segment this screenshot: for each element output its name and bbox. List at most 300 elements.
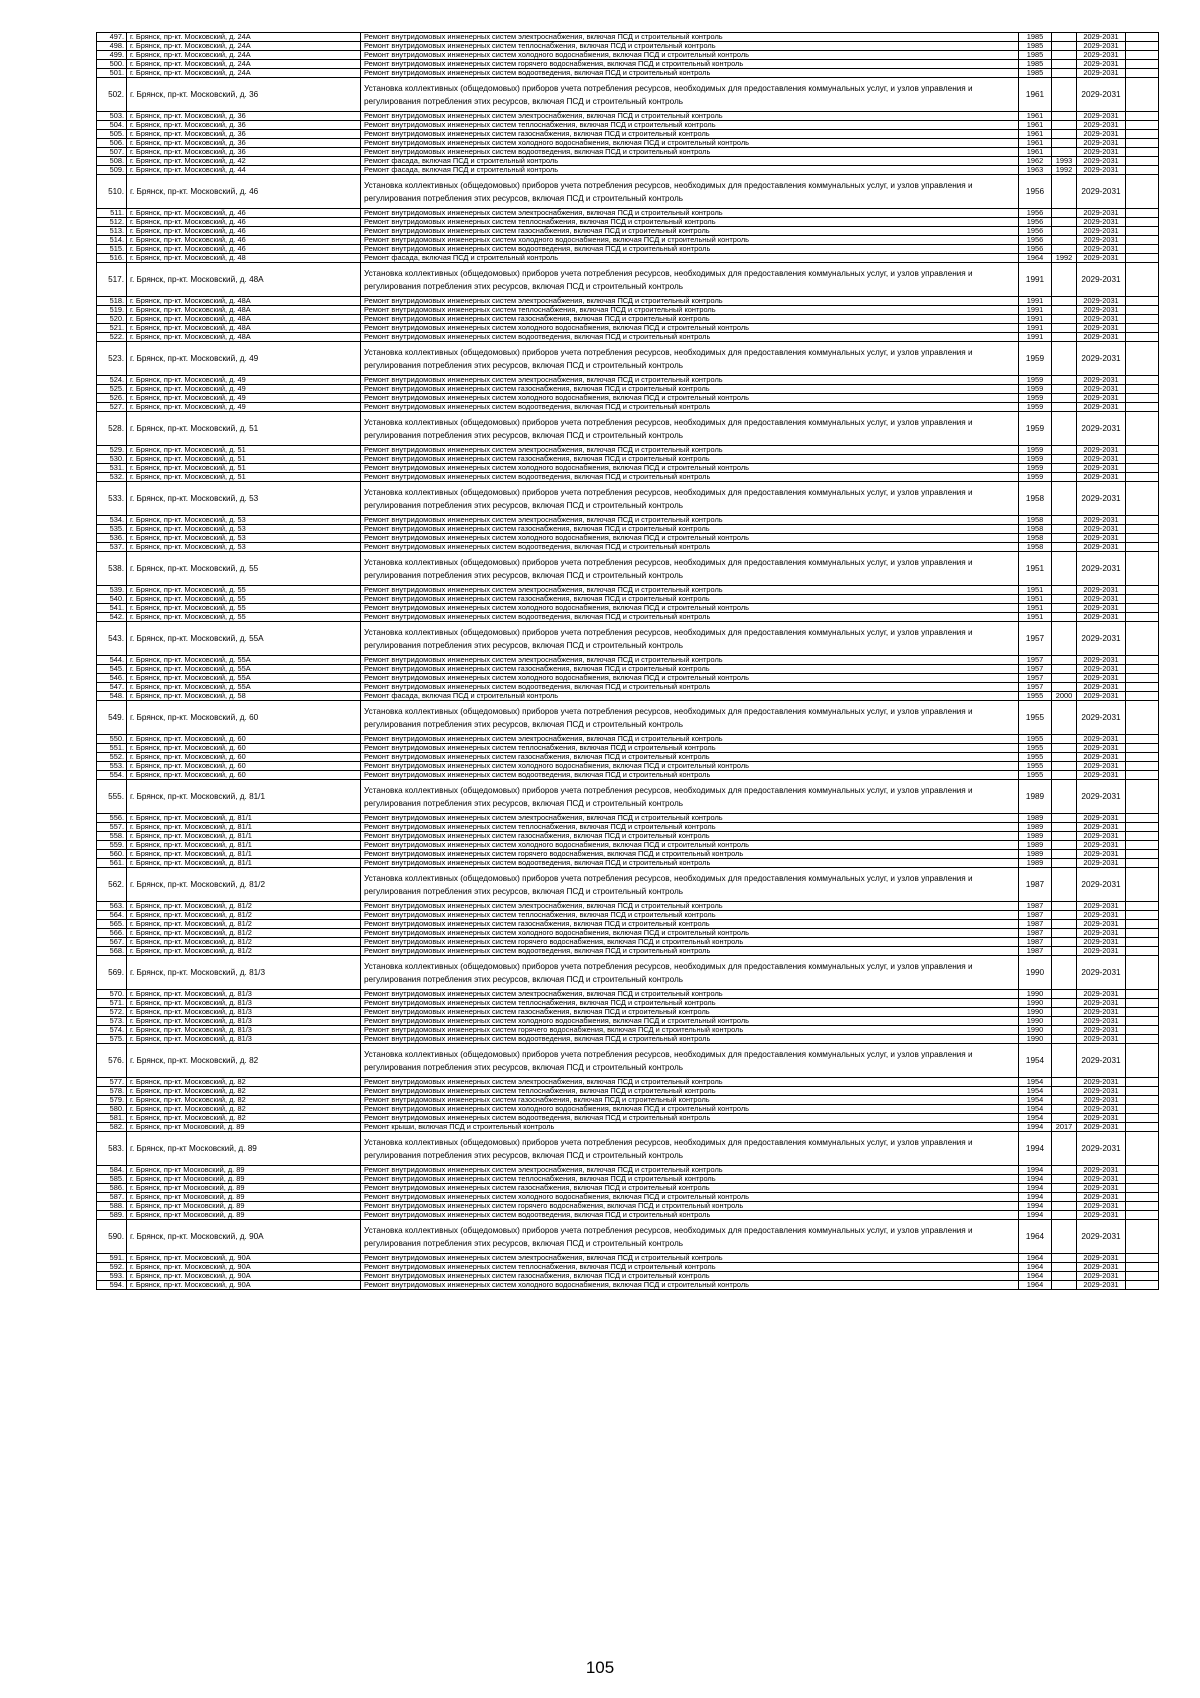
- last-repair-year-cell: [1052, 69, 1077, 78]
- table-row: [97, 814, 1159, 823]
- work-type-cell: Установка коллективных (общедомовых) приборов учета потребления ресурсов, необходимых для предоставления коммунальных услуг, и узлов управления и регулирования потребления этих ресурсов, включая ПСД и строительный контроль: [361, 780, 1019, 814]
- period-cell: 2029-2031: [1077, 1175, 1126, 1184]
- row-number-cell: 573.: [97, 1017, 127, 1026]
- empty-cell: [1126, 166, 1159, 175]
- table-row: [97, 622, 1159, 656]
- period-cell: 2029-2031: [1077, 683, 1126, 692]
- period-cell: 2029-2031: [1077, 1211, 1126, 1220]
- work-type-cell: Ремонт внутридомовых инженерных систем газоснабжения, включая ПСД и строительный контроль: [361, 1008, 1019, 1017]
- empty-cell: [1126, 245, 1159, 254]
- address-cell: г. Брянск, пр-кт. Московский, д. 53: [127, 543, 361, 552]
- address-cell: г. Брянск, пр-кт. Московский, д. 24А: [127, 60, 361, 69]
- empty-cell: [1126, 692, 1159, 701]
- period-cell: 2029-2031: [1077, 762, 1126, 771]
- period-cell: 2029-2031: [1077, 1132, 1126, 1166]
- address-cell: г. Брянск, пр-кт. Московский, д. 44: [127, 166, 361, 175]
- address-cell: г. Брянск, пр-кт. Московский, д. 53: [127, 525, 361, 534]
- build-year-cell: 1964: [1019, 1254, 1052, 1263]
- last-repair-year-cell: [1052, 245, 1077, 254]
- build-year-cell: 1959: [1019, 376, 1052, 385]
- period-cell: 2029-2031: [1077, 130, 1126, 139]
- last-repair-year-cell: [1052, 911, 1077, 920]
- period-cell: 2029-2031: [1077, 1193, 1126, 1202]
- work-type-cell: Ремонт внутридомовых инженерных систем холодного водоснабжения, включая ПСД и строительный контроль: [361, 51, 1019, 60]
- build-year-cell: 1959: [1019, 455, 1052, 464]
- build-year-cell: 1959: [1019, 446, 1052, 455]
- row-number-cell: 539.: [97, 586, 127, 595]
- table-row: [97, 412, 1159, 446]
- row-number-cell: 554.: [97, 771, 127, 780]
- row-number-cell: 504.: [97, 121, 127, 130]
- period-cell: 2029-2031: [1077, 236, 1126, 245]
- work-type-cell: Ремонт внутридомовых инженерных систем газоснабжения, включая ПСД и строительный контроль: [361, 315, 1019, 324]
- address-cell: г. Брянск, пр-кт. Московский, д. 42: [127, 157, 361, 166]
- row-number-cell: 551.: [97, 744, 127, 753]
- work-type-cell: Ремонт внутридомовых инженерных систем теплоснабжения, включая ПСД и строительный контроль: [361, 1087, 1019, 1096]
- table-row: [97, 1017, 1159, 1026]
- build-year-cell: 1964: [1019, 1263, 1052, 1272]
- table-row: [97, 297, 1159, 306]
- period-cell: 2029-2031: [1077, 771, 1126, 780]
- last-repair-year-cell: [1052, 674, 1077, 683]
- build-year-cell: 1955: [1019, 771, 1052, 780]
- empty-cell: [1126, 1166, 1159, 1175]
- build-year-cell: 1990: [1019, 956, 1052, 990]
- work-type-cell: Установка коллективных (общедомовых) приборов учета потребления ресурсов, необходимых для предоставления коммунальных услуг, и узлов управления и регулирования потребления этих ресурсов, включая ПСД и строительный контроль: [361, 412, 1019, 446]
- build-year-cell: 1987: [1019, 929, 1052, 938]
- build-year-cell: 1951: [1019, 586, 1052, 595]
- empty-cell: [1126, 42, 1159, 51]
- address-cell: г. Брянск, пр-кт. Московский, д. 81/1: [127, 832, 361, 841]
- work-type-cell: Ремонт внутридомовых инженерных систем холодного водоснабжения, включая ПСД и строительный контроль: [361, 1193, 1019, 1202]
- period-cell: 2029-2031: [1077, 516, 1126, 525]
- work-type-cell: Ремонт внутридомовых инженерных систем водоотведения, включая ПСД и строительный контроль: [361, 148, 1019, 157]
- work-type-cell: Установка коллективных (общедомовых) приборов учета потребления ресурсов, необходимых для предоставления коммунальных услуг, и узлов управления и регулирования потребления этих ресурсов, включая ПСД и строительный контроль: [361, 1220, 1019, 1254]
- period-cell: 2029-2031: [1077, 1096, 1126, 1105]
- table-row: [97, 1044, 1159, 1078]
- last-repair-year-cell: [1052, 823, 1077, 832]
- table-row: [97, 762, 1159, 771]
- table-row: [97, 333, 1159, 342]
- empty-cell: [1126, 1193, 1159, 1202]
- row-number-cell: 586.: [97, 1184, 127, 1193]
- build-year-cell: 1987: [1019, 911, 1052, 920]
- table-row: [97, 604, 1159, 613]
- last-repair-year-cell: [1052, 139, 1077, 148]
- period-cell: 2029-2031: [1077, 595, 1126, 604]
- address-cell: г. Брянск, пр-кт. Московский, д. 60: [127, 744, 361, 753]
- last-repair-year-cell: [1052, 552, 1077, 586]
- row-number-cell: 500.: [97, 60, 127, 69]
- last-repair-year-cell: [1052, 762, 1077, 771]
- address-cell: г. Брянск, пр-кт Московский, д. 89: [127, 1202, 361, 1211]
- row-number-cell: 541.: [97, 604, 127, 613]
- period-cell: 2029-2031: [1077, 832, 1126, 841]
- address-cell: г. Брянск, пр-кт Московский, д. 89: [127, 1211, 361, 1220]
- work-type-cell: Ремонт внутридомовых инженерных систем холодного водоснабжения, включая ПСД и строительный контроль: [361, 464, 1019, 473]
- last-repair-year-cell: [1052, 683, 1077, 692]
- empty-cell: [1126, 990, 1159, 999]
- build-year-cell: 1951: [1019, 613, 1052, 622]
- work-type-cell: Ремонт внутридомовых инженерных систем холодного водоснабжения, включая ПСД и строительный контроль: [361, 929, 1019, 938]
- empty-cell: [1126, 394, 1159, 403]
- work-type-cell: Установка коллективных (общедомовых) приборов учета потребления ресурсов, необходимых для предоставления коммунальных услуг, и узлов управления и регулирования потребления этих ресурсов, включая ПСД и строительный контроль: [361, 263, 1019, 297]
- address-cell: г. Брянск, пр-кт. Московский, д. 55: [127, 552, 361, 586]
- repair-schedule-table: [96, 32, 1159, 1290]
- last-repair-year-cell: [1052, 42, 1077, 51]
- period-cell: 2029-2031: [1077, 622, 1126, 656]
- build-year-cell: 1961: [1019, 112, 1052, 121]
- address-cell: г. Брянск, пр-кт. Московский, д. 90А: [127, 1254, 361, 1263]
- address-cell: г. Брянск, пр-кт. Московский, д. 81/2: [127, 947, 361, 956]
- table-row: [97, 227, 1159, 236]
- build-year-cell: 1957: [1019, 683, 1052, 692]
- build-year-cell: 1954: [1019, 1114, 1052, 1123]
- table-row: [97, 1263, 1159, 1272]
- table-row: [97, 1008, 1159, 1017]
- table-row: [97, 33, 1159, 42]
- period-cell: 2029-2031: [1077, 385, 1126, 394]
- work-type-cell: Ремонт внутридомовых инженерных систем водоотведения, включая ПСД и строительный контроль: [361, 859, 1019, 868]
- last-repair-year-cell: [1052, 218, 1077, 227]
- table-row: [97, 254, 1159, 263]
- build-year-cell: 1994: [1019, 1184, 1052, 1193]
- period-cell: 2029-2031: [1077, 482, 1126, 516]
- period-cell: 2029-2031: [1077, 148, 1126, 157]
- table-row: [97, 990, 1159, 999]
- work-type-cell: Установка коллективных (общедомовых) приборов учета потребления ресурсов, необходимых для предоставления коммунальных услуг, и узлов управления и регулирования потребления этих ресурсов, включая ПСД и строительный контроль: [361, 1132, 1019, 1166]
- last-repair-year-cell: [1052, 1281, 1077, 1290]
- empty-cell: [1126, 604, 1159, 613]
- last-repair-year-cell: 2000: [1052, 692, 1077, 701]
- build-year-cell: 1958: [1019, 516, 1052, 525]
- last-repair-year-cell: [1052, 315, 1077, 324]
- table-row: [97, 850, 1159, 859]
- table-row: [97, 1184, 1159, 1193]
- period-cell: 2029-2031: [1077, 1087, 1126, 1096]
- empty-cell: [1126, 385, 1159, 394]
- last-repair-year-cell: [1052, 753, 1077, 762]
- work-type-cell: Ремонт фасада, включая ПСД и строительный контроль: [361, 166, 1019, 175]
- last-repair-year-cell: [1052, 656, 1077, 665]
- last-repair-year-cell: [1052, 473, 1077, 482]
- address-cell: г. Брянск, пр-кт. Московский, д. 36: [127, 130, 361, 139]
- row-number-cell: 542.: [97, 613, 127, 622]
- row-number-cell: 533.: [97, 482, 127, 516]
- row-number-cell: 540.: [97, 595, 127, 604]
- empty-cell: [1126, 656, 1159, 665]
- table-body: [97, 33, 1159, 1290]
- row-number-cell: 522.: [97, 333, 127, 342]
- work-type-cell: Ремонт внутридомовых инженерных систем теплоснабжения, включая ПСД и строительный контроль: [361, 306, 1019, 315]
- period-cell: 2029-2031: [1077, 263, 1126, 297]
- last-repair-year-cell: [1052, 297, 1077, 306]
- last-repair-year-cell: 1993: [1052, 157, 1077, 166]
- table-row: [97, 60, 1159, 69]
- work-type-cell: Ремонт внутридомовых инженерных систем теплоснабжения, включая ПСД и строительный контроль: [361, 823, 1019, 832]
- build-year-cell: 1994: [1019, 1202, 1052, 1211]
- empty-cell: [1126, 850, 1159, 859]
- build-year-cell: 1994: [1019, 1166, 1052, 1175]
- empty-cell: [1126, 1263, 1159, 1272]
- address-cell: г. Брянск, пр-кт. Московский, д. 81/1: [127, 823, 361, 832]
- period-cell: 2029-2031: [1077, 823, 1126, 832]
- build-year-cell: 1990: [1019, 1026, 1052, 1035]
- row-number-cell: 559.: [97, 841, 127, 850]
- last-repair-year-cell: [1052, 1132, 1077, 1166]
- work-type-cell: Ремонт внутридомовых инженерных систем электроснабжения, включая ПСД и строительный контроль: [361, 33, 1019, 42]
- row-number-cell: 567.: [97, 938, 127, 947]
- table-row: [97, 1096, 1159, 1105]
- period-cell: 2029-2031: [1077, 227, 1126, 236]
- address-cell: г. Брянск, пр-кт. Московский, д. 46: [127, 227, 361, 236]
- address-cell: г. Брянск, пр-кт. Московский, д. 81/2: [127, 929, 361, 938]
- empty-cell: [1126, 139, 1159, 148]
- table-row: [97, 692, 1159, 701]
- empty-cell: [1126, 69, 1159, 78]
- empty-cell: [1126, 1026, 1159, 1035]
- row-number-cell: 569.: [97, 956, 127, 990]
- address-cell: г. Брянск, пр-кт. Московский, д. 55: [127, 586, 361, 595]
- address-cell: г. Брянск, пр-кт. Московский, д. 24А: [127, 69, 361, 78]
- build-year-cell: 1987: [1019, 868, 1052, 902]
- build-year-cell: 1959: [1019, 385, 1052, 394]
- build-year-cell: 1954: [1019, 1078, 1052, 1087]
- empty-cell: [1126, 60, 1159, 69]
- period-cell: 2029-2031: [1077, 814, 1126, 823]
- period-cell: 2029-2031: [1077, 69, 1126, 78]
- period-cell: 2029-2031: [1077, 656, 1126, 665]
- build-year-cell: 1951: [1019, 595, 1052, 604]
- empty-cell: [1126, 403, 1159, 412]
- table-row: [97, 209, 1159, 218]
- last-repair-year-cell: [1052, 586, 1077, 595]
- empty-cell: [1126, 911, 1159, 920]
- work-type-cell: Ремонт внутридомовых инженерных систем газоснабжения, включая ПСД и строительный контроль: [361, 1184, 1019, 1193]
- last-repair-year-cell: [1052, 112, 1077, 121]
- work-type-cell: Ремонт внутридомовых инженерных систем электроснабжения, включая ПСД и строительный контроль: [361, 297, 1019, 306]
- build-year-cell: 1963: [1019, 166, 1052, 175]
- work-type-cell: Ремонт внутридомовых инженерных систем теплоснабжения, включая ПСД и строительный контроль: [361, 1263, 1019, 1272]
- work-type-cell: Ремонт внутридомовых инженерных систем газоснабжения, включая ПСД и строительный контроль: [361, 130, 1019, 139]
- address-cell: г. Брянск, пр-кт. Московский, д. 81/1: [127, 814, 361, 823]
- last-repair-year-cell: [1052, 780, 1077, 814]
- build-year-cell: 1985: [1019, 51, 1052, 60]
- work-type-cell: Ремонт внутридомовых инженерных систем водоотведения, включая ПСД и строительный контроль: [361, 473, 1019, 482]
- table-row: [97, 175, 1159, 209]
- work-type-cell: Ремонт внутридомовых инженерных систем горячего водоснабжения, включая ПСД и строительный контроль: [361, 850, 1019, 859]
- period-cell: 2029-2031: [1077, 613, 1126, 622]
- address-cell: г. Брянск, пр-кт. Московский, д. 82: [127, 1044, 361, 1078]
- build-year-cell: 1959: [1019, 473, 1052, 482]
- table-row: [97, 1202, 1159, 1211]
- work-type-cell: Ремонт внутридомовых инженерных систем газоснабжения, включая ПСД и строительный контроль: [361, 753, 1019, 762]
- build-year-cell: 1956: [1019, 227, 1052, 236]
- last-repair-year-cell: [1052, 455, 1077, 464]
- work-type-cell: Ремонт внутридомовых инженерных систем водоотведения, включая ПСД и строительный контроль: [361, 683, 1019, 692]
- table-row: [97, 324, 1159, 333]
- empty-cell: [1126, 324, 1159, 333]
- empty-cell: [1126, 236, 1159, 245]
- address-cell: г. Брянск, пр-кт. Московский, д. 36: [127, 78, 361, 112]
- work-type-cell: Ремонт внутридомовых инженерных систем электроснабжения, включая ПСД и строительный контроль: [361, 656, 1019, 665]
- build-year-cell: 1955: [1019, 762, 1052, 771]
- table-row: [97, 947, 1159, 956]
- address-cell: г. Брянск, пр-кт. Московский, д. 46: [127, 175, 361, 209]
- work-type-cell: Ремонт внутридомовых инженерных систем горячего водоснабжения, включая ПСД и строительный контроль: [361, 1202, 1019, 1211]
- row-number-cell: 565.: [97, 920, 127, 929]
- empty-cell: [1126, 516, 1159, 525]
- table-row: [97, 263, 1159, 297]
- table-row: [97, 464, 1159, 473]
- work-type-cell: Ремонт внутридомовых инженерных систем теплоснабжения, включая ПСД и строительный контроль: [361, 218, 1019, 227]
- address-cell: г. Брянск, пр-кт. Московский, д. 90А: [127, 1263, 361, 1272]
- build-year-cell: 1956: [1019, 175, 1052, 209]
- build-year-cell: 1987: [1019, 920, 1052, 929]
- address-cell: г. Брянск, пр-кт. Московский, д. 81/3: [127, 1008, 361, 1017]
- build-year-cell: 1989: [1019, 780, 1052, 814]
- period-cell: 2029-2031: [1077, 692, 1126, 701]
- row-number-cell: 546.: [97, 674, 127, 683]
- row-number-cell: 553.: [97, 762, 127, 771]
- build-year-cell: 1954: [1019, 1087, 1052, 1096]
- address-cell: г. Брянск, пр-кт. Московский, д. 58: [127, 692, 361, 701]
- address-cell: г. Брянск, пр-кт Московский, д. 89: [127, 1175, 361, 1184]
- table-row: [97, 403, 1159, 412]
- last-repair-year-cell: [1052, 604, 1077, 613]
- build-year-cell: 1989: [1019, 832, 1052, 841]
- period-cell: 2029-2031: [1077, 1123, 1126, 1132]
- build-year-cell: 1955: [1019, 735, 1052, 744]
- period-cell: 2029-2031: [1077, 701, 1126, 735]
- work-type-cell: Ремонт внутридомовых инженерных систем газоснабжения, включая ПСД и строительный контроль: [361, 1096, 1019, 1105]
- address-cell: г. Брянск, пр-кт. Московский, д. 55А: [127, 656, 361, 665]
- work-type-cell: Ремонт фасада, включая ПСД и строительный контроль: [361, 157, 1019, 166]
- last-repair-year-cell: [1052, 1044, 1077, 1078]
- build-year-cell: 1955: [1019, 701, 1052, 735]
- build-year-cell: 1991: [1019, 263, 1052, 297]
- empty-cell: [1126, 175, 1159, 209]
- row-number-cell: 592.: [97, 1263, 127, 1272]
- work-type-cell: Ремонт внутридомовых инженерных систем теплоснабжения, включая ПСД и строительный контроль: [361, 911, 1019, 920]
- period-cell: 2029-2031: [1077, 859, 1126, 868]
- build-year-cell: 1957: [1019, 656, 1052, 665]
- address-cell: г. Брянск, пр-кт. Московский, д. 48А: [127, 297, 361, 306]
- period-cell: 2029-2031: [1077, 543, 1126, 552]
- row-number-cell: 549.: [97, 701, 127, 735]
- table-row: [97, 218, 1159, 227]
- empty-cell: [1126, 446, 1159, 455]
- empty-cell: [1126, 586, 1159, 595]
- period-cell: 2029-2031: [1077, 674, 1126, 683]
- table-row: [97, 1254, 1159, 1263]
- row-number-cell: 545.: [97, 665, 127, 674]
- table-row: [97, 744, 1159, 753]
- row-number-cell: 532.: [97, 473, 127, 482]
- row-number-cell: 585.: [97, 1175, 127, 1184]
- empty-cell: [1126, 148, 1159, 157]
- period-cell: 2029-2031: [1077, 1114, 1126, 1123]
- table-row: [97, 306, 1159, 315]
- address-cell: г. Брянск, пр-кт. Московский, д. 51: [127, 446, 361, 455]
- work-type-cell: Ремонт внутридомовых инженерных систем холодного водоснабжения, включая ПСД и строительный контроль: [361, 841, 1019, 850]
- row-number-cell: 555.: [97, 780, 127, 814]
- address-cell: г. Брянск, пр-кт. Московский, д. 49: [127, 376, 361, 385]
- last-repair-year-cell: [1052, 376, 1077, 385]
- row-number-cell: 510.: [97, 175, 127, 209]
- last-repair-year-cell: [1052, 525, 1077, 534]
- empty-cell: [1126, 51, 1159, 60]
- address-cell: г. Брянск, пр-кт. Московский, д. 81/3: [127, 999, 361, 1008]
- address-cell: г. Брянск, пр-кт. Московский, д. 81/2: [127, 868, 361, 902]
- work-type-cell: Ремонт внутридомовых инженерных систем холодного водоснабжения, включая ПСД и строительный контроль: [361, 236, 1019, 245]
- row-number-cell: 576.: [97, 1044, 127, 1078]
- period-cell: 2029-2031: [1077, 586, 1126, 595]
- row-number-cell: 506.: [97, 139, 127, 148]
- work-type-cell: Ремонт внутридомовых инженерных систем водоотведения, включая ПСД и строительный контроль: [361, 333, 1019, 342]
- period-cell: 2029-2031: [1077, 342, 1126, 376]
- address-cell: г. Брянск, пр-кт. Московский, д. 36: [127, 121, 361, 130]
- row-number-cell: 570.: [97, 990, 127, 999]
- table-row: [97, 130, 1159, 139]
- work-type-cell: Ремонт внутридомовых инженерных систем электроснабжения, включая ПСД и строительный контроль: [361, 112, 1019, 121]
- period-cell: 2029-2031: [1077, 464, 1126, 473]
- empty-cell: [1126, 1044, 1159, 1078]
- row-number-cell: 534.: [97, 516, 127, 525]
- table-row: [97, 701, 1159, 735]
- empty-cell: [1126, 543, 1159, 552]
- last-repair-year-cell: [1052, 516, 1077, 525]
- build-year-cell: 1991: [1019, 297, 1052, 306]
- period-cell: 2029-2031: [1077, 902, 1126, 911]
- address-cell: г. Брянск, пр-кт. Московский, д. 48А: [127, 306, 361, 315]
- table-row: [97, 1026, 1159, 1035]
- address-cell: г. Брянск, пр-кт. Московский, д. 81/3: [127, 956, 361, 990]
- row-number-cell: 563.: [97, 902, 127, 911]
- last-repair-year-cell: [1052, 902, 1077, 911]
- table-row: [97, 841, 1159, 850]
- period-cell: 2029-2031: [1077, 306, 1126, 315]
- work-type-cell: Ремонт внутридомовых инженерных систем холодного водоснабжения, включая ПСД и строительный контроль: [361, 1105, 1019, 1114]
- build-year-cell: 1990: [1019, 1035, 1052, 1044]
- row-number-cell: 547.: [97, 683, 127, 692]
- address-cell: г. Брянск, пр-кт. Московский, д. 49: [127, 342, 361, 376]
- empty-cell: [1126, 753, 1159, 762]
- empty-cell: [1126, 929, 1159, 938]
- period-cell: 2029-2031: [1077, 1044, 1126, 1078]
- row-number-cell: 593.: [97, 1272, 127, 1281]
- last-repair-year-cell: [1052, 929, 1077, 938]
- table-row: [97, 956, 1159, 990]
- table-row: [97, 473, 1159, 482]
- last-repair-year-cell: [1052, 999, 1077, 1008]
- row-number-cell: 515.: [97, 245, 127, 254]
- build-year-cell: 1964: [1019, 1272, 1052, 1281]
- empty-cell: [1126, 297, 1159, 306]
- address-cell: г. Брянск, пр-кт. Московский, д. 82: [127, 1087, 361, 1096]
- work-type-cell: Ремонт внутридомовых инженерных систем газоснабжения, включая ПСД и строительный контроль: [361, 595, 1019, 604]
- empty-cell: [1126, 333, 1159, 342]
- period-cell: 2029-2031: [1077, 1220, 1126, 1254]
- period-cell: 2029-2031: [1077, 139, 1126, 148]
- last-repair-year-cell: [1052, 665, 1077, 674]
- row-number-cell: 516.: [97, 254, 127, 263]
- table-row: [97, 1123, 1159, 1132]
- empty-cell: [1126, 595, 1159, 604]
- address-cell: г. Брянск, пр-кт. Московский, д. 82: [127, 1105, 361, 1114]
- period-cell: 2029-2031: [1077, 920, 1126, 929]
- address-cell: г. Брянск, пр-кт. Московский, д. 48А: [127, 333, 361, 342]
